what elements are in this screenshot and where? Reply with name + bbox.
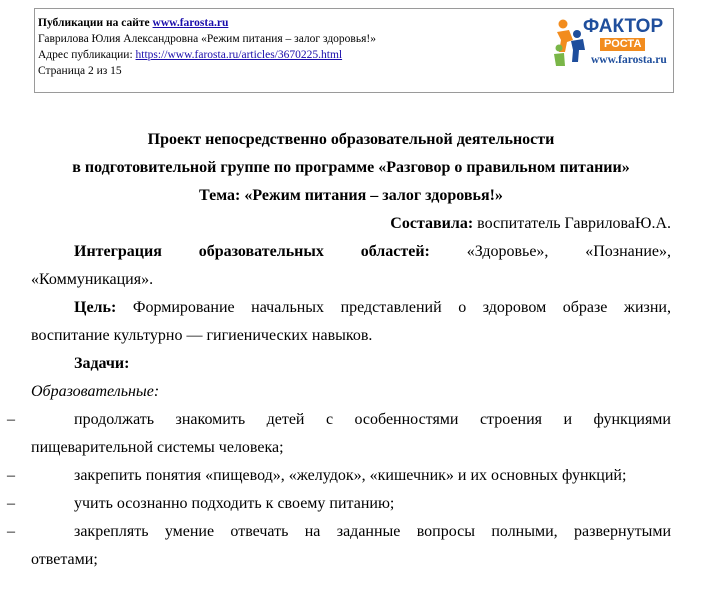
header-site-line <box>38 15 376 31</box>
goal-line1 <box>31 294 671 322</box>
logo-text-url: www.farosta.ru <box>591 54 667 66</box>
header-author-line: Гаврилова Юлия Александровна «Режим питания – залог здоровья!» <box>38 33 376 45</box>
doc-title-line2: в подготовительной группе по программе «Разговор о правильном питании» <box>72 159 630 176</box>
bullet-dash: – <box>7 411 15 428</box>
goal-text1: Формирование начальных представлений о здоровом образе жизни, <box>116 299 671 316</box>
tasks-heading <box>31 350 671 378</box>
bullet-3 <box>7 490 671 518</box>
bullet-dash: – <box>7 523 15 540</box>
bullet-4 <box>7 518 671 574</box>
page-info: Страница 2 из 15 <box>38 65 122 77</box>
author-label: Составила: <box>390 215 474 232</box>
address-label: Адрес публикации: <box>38 49 133 61</box>
bullet-3-text: учить осознанно подходить к своему питанию; <box>74 495 395 512</box>
integration-line2: «Коммуникация». <box>31 271 154 288</box>
faktor-rosta-logo <box>553 14 665 74</box>
bullet-4-line1: закреплять умение отвечать на заданные вопросы полными, развернутыми <box>74 523 671 540</box>
author-text: воспитатель ГавриловаЮ.А. <box>473 215 671 232</box>
address-link[interactable]: https://www.farosta.ru/articles/3670225.html <box>135 49 343 61</box>
logo-text-rosta: РОСТА <box>600 38 645 51</box>
goal-line2: воспитание культурно — гигиенических навыков. <box>31 327 373 344</box>
doc-theme: Тема: «Режим питания – залог здоровья!» <box>199 187 503 204</box>
header-address-line <box>38 47 376 63</box>
integration-label: Интеграция образовательных областей: <box>74 243 430 260</box>
bullet-1-line2: пищеварительной системы человека; <box>31 439 284 456</box>
edu-heading <box>31 378 671 406</box>
doc-author <box>31 210 671 238</box>
edu-label: Образовательные: <box>31 383 160 400</box>
logo-figures-icon <box>553 18 587 68</box>
document-body <box>7 126 671 574</box>
bullet-dash: – <box>7 467 15 484</box>
bullet-dash: – <box>7 495 15 512</box>
tasks-label: Задачи: <box>74 355 130 372</box>
site-label: Публикации на сайте <box>38 17 150 29</box>
integration-line1 <box>31 238 671 266</box>
bullet-2-text: закрепить понятия «пищевод», «желудок», «кишечник» и их основных функций; <box>74 467 627 484</box>
bullet-1 <box>7 406 671 462</box>
logo-text-faktor: ФАКТОР <box>583 16 664 37</box>
bullet-4-line2: ответами; <box>31 551 98 568</box>
bullet-1-line1: продолжать знакомить детей с особенностями строения и функциями <box>74 411 671 428</box>
goal-label: Цель: <box>74 299 117 316</box>
publication-header <box>34 8 674 93</box>
integration-text1: «Здоровье», «Познание», <box>466 243 671 260</box>
header-text-block <box>38 15 376 79</box>
site-link[interactable]: www.farosta.ru <box>152 17 229 29</box>
bullet-2 <box>7 462 671 490</box>
doc-title-line1: Проект непосредственно образовательной деятельности <box>147 131 555 148</box>
